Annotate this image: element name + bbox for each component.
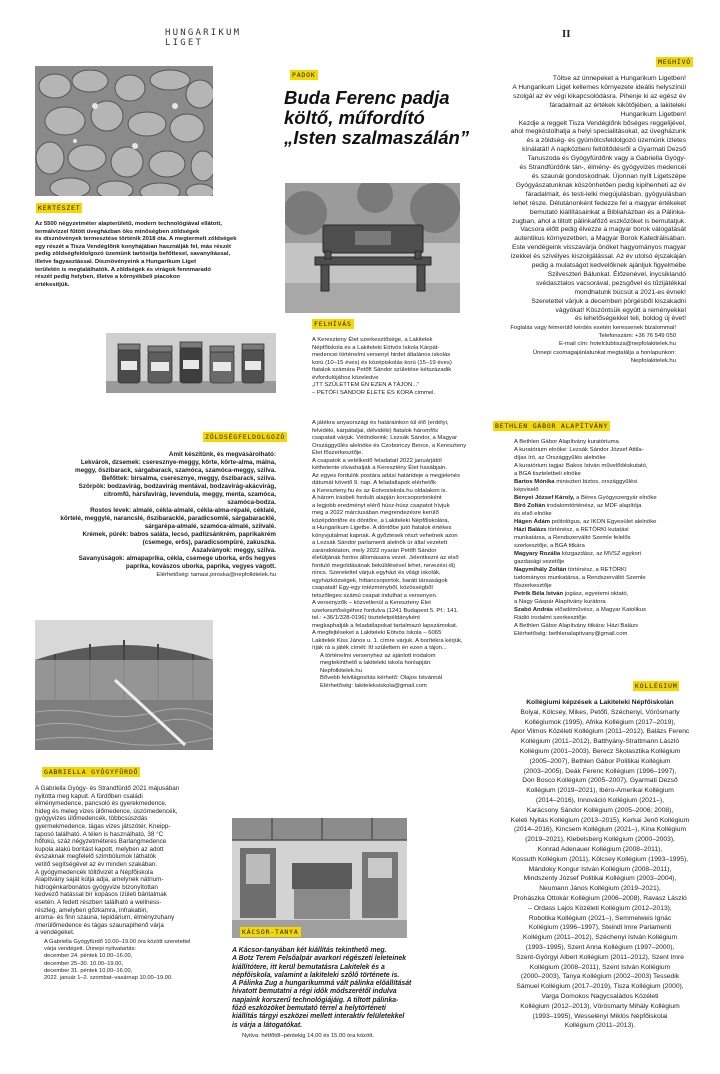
masthead-line2: LIGET	[165, 38, 204, 48]
masthead	[165, 28, 241, 48]
kacsor-hours: Nyitva: hétfőtől–péntekig 14.00 és 15.00 óra között.	[242, 1033, 375, 1039]
kollegium-section: Kollégiumi képzések a Lakiteleki Népfőiskolán Bolyai, Kölcsey, Mikes, Petőfi, Széchenyi, Vörösmarty Kollégiumok (1995), Afrika Kollégium (2017–2019), Apor Vilmos Közéleti Kollégium (2011–2012), Balázs Ferenc Kollégium (2011–2012), Batthyány-Strattmann László Kollégium (2001–2003), Berecz Skolasztika Kollégium (2005–2007), Bethlen Gábor Politikai Kollégium (2003–2005), Deák Ferenc Kollégium (1996–1997), Don Bosco Kollégium (2005–2007), Gyarmati Dezső Kollégium (2019–2021), Ibéro-Amerikai Kollégium (2014–2016), Innováció Kollégium (2021–), Karácsony Sándor Kollégium (2005–2006; 2008), Keleti Nyitás Kollégium (2013–2015), Kerkai Jenő Kollégium (2014–2016), Kincsem Kollégium (2021–), Kína Kollégium (2019–2021), Klebelsberg Kollégium (2000–2003), Konrad Adenauer Kollégium (2008–2011), Kossuth Kollégium (2011), Kölcsey Kollégium (1993–1995), Mándoky Kongur István Kollégium (2008–2011), Mindszenty József Politikai Kollégium (2003–2004), Neumann János Kollégium (2019–2021), Prohászka Ottokár Kollégium (2006–2008), Ravasz László – Ordass Lajos Közéleti Kollégium (2012–2013), Robotika Kollégium (2021–), Semmelweis Ignác Kollégium (1996–1997), Steindl Imre Parlamenti Kollégium (2011–2012), Széchenyi István Kollégium (1993–1995), Szent Anna Kollégium (1997–2000), Szent-Györgyi Albert Kollégium (2011–2012), Szent Imre Kollégium (2008–2011), Szent István Kollégium (2000–2003), Tanya Kollégium (2002–2003) Tessedik Sámuel Kollégium (2017–2019), Tisza Kollégium (2000), Varga Domokos Nagycsaládos Közéleti Kollégium (2012–2013), Vörösmarty Mihály Kollégium (1993–1995), Wesselényi Miklós Népfőiskolai Kollégium (2011–2013).	[490, 698, 710, 1031]
gyogyfurdo-hours: A Gabriella Gyógyfürdő 10.00–19.00 óra között szeretettel várja vendégeit. Ünnepi nyitvatartás: december 24. péntek 10.00–16.00, december 25–30. 10.00–19.00, december 31. péntek 10.00–16.00, 2022. január 1–2. szombat–vasárnap 10.00–19.00.	[44, 939, 191, 982]
zoldseg-contact: Elérhetőség: tamasi.piroska@nepfolkitelek.hu	[156, 572, 276, 578]
headline-line3: „Isten szalmaszálán”	[284, 127, 470, 148]
tag-kollegium: KOLLÉGIUM	[635, 682, 678, 690]
tag-kerteszet: KERTÉSZET	[38, 204, 81, 212]
vegetables-photo	[35, 66, 213, 196]
tag-zoldsegfeldolgozo: ZÖLDSÉGFELDOLGOZÓ	[205, 433, 286, 441]
page-number: II	[562, 28, 571, 40]
masthead-line1: HUNGARIKUM	[165, 28, 242, 38]
tag-gabriella-gyogyfurdo: GABRIELLA GYÓGYFÜRDŐ	[44, 768, 139, 776]
tag-padok: PADOK	[292, 71, 316, 79]
tag-meghivo: MEGHÍVÓ	[658, 58, 691, 66]
felhivas-text: A Kereszteny Élet szerkesztősége, a Lakitelek Népfőiskola és a Lakiteleki Eötvös Iskola Kárpát- medencei történelmi versenyt hirdet általános iskolás korú (10–15 éves) és középiskolás korú (15–19 éves) fiatalok számára Petőfi Sándor születése kétszázadik évfordulójához közeledve „ITT SZÜLETTEM ÉN EZEN A TÁJON...” – PETŐFI SÁNDOR ÉLETE ÉS KORA címmel.	[312, 337, 452, 396]
tag-felhivas: FELHÍVÁS	[314, 320, 352, 328]
headline-line1: Buda Ferenc padja	[284, 87, 450, 108]
kollegium-title: Kollégiumi képzések a Lakiteleki Népfőiskolán	[526, 699, 674, 706]
verseny-text: A játékra anyaországi és határainkon túl élő (erdélyi, felvidéki, kárpátaljai, délvidéki) fiatalok háromfős csapatait várjuk. Védnökeink: Lezsák Sándor, a Magyar Országgyűlés alelnöke és Czoboriczy Bence, a Kereszteny Élet főszerkesztője. A csapatok a vetélkedő feladatait 2022 januárjától kéthetente olvashatják a Keresztény Élet hasábjain. Az egyes fordulók postára adási határideje a megjelenés dátumát követő 9. nap. A feladatlapok elérhetők a Kereszteny.hu és az Eotvosiskola.hu oldalakon is. A három írásbeli forduló alapján korcsoportonként a legjobb eredményt elérő húsz-húsz csapatot hívjuk meg a 2022 márciusában megrendezésre kerülő középdöntőre és döntőre, a Lakiteleki Népfőiskolára, a Hungarikum Ligetbe. A döntőbe jutó fiatalok értékes könyvjutalmat kapnak. A győztesek részt vehetnek azon a Lezsák Sándor parlamenti alelnök úr által vezetett zarándoklaton, mely 2022 nyarán Petőfi Sándor életútjának fontos állomásaira vezet. Jelentkezni az első forduló megoldásának beküldésével lehet, nevezési díj nincs. Szeretettel várjuk egyházi és világi iskolák, egyházközségek, hittancsoportok, baráti társaságok csapatait! Egy-egy intézményből, közösségből tetszőleges számú csapat indulhat a versenyen. A versenyzők – közvetlenül a Kereszteny Élet szerkesztőségéhez fordulva (1241 Budapest 5. Pf.: 141. tel.: +36/1/328-0196) tiszteletpéldányként megkaphatják a feladatlapokat tartalmazó lapszámokat. A megfejtéseket a Lakiteleki Eötvös Iskola – 6065 Lakitelek Kiss János u. 1. címre várjuk. A borítékra kérjük, írják rá a játék címét: Itt születtem én ezen a tájon... A történelmi versenyhez az ajánlott irodalom megtekinthető a lakiteleki iskola honlapján: Nepfolkitelek.hu Bővebb felvilágosítás kérhető: Olajos Istvánnál Elérhetőség: lakiteleksiskola@gmail.com	[312, 420, 467, 689]
kacsor-tanya-photo	[232, 818, 407, 938]
tag-bethlen: BETHLEN GÁBOR ALAPÍTVÁNY	[495, 422, 609, 430]
headline-line2: költő, műfordító	[284, 107, 425, 128]
zoldseg-text: Amit készítünk, és megvásárolható: Lekvárok, dzsemek: cseresznye-meggy, körte, körte-alma, málna, meggy, őszibarack, sárgabarack, szamóca, szamóca-meggy, szilva. Befőttek: birsalma, cseresznye, meggy, őszibarack, szilva. Szörpök: bodzavirág, bodzavirág mentával, bodzavirág-akácvirág, citromfű, hársfavirág, levendula, meggy, menta, szamóca, szamóca-bodza. Rostos levek: almalé, cékla-almalé, cékla-alma-répalé, céklalé, körtelé, meggylé, narancslé, őszibaracklé, paradicsomlé, sárgabaracklé, sárgarépa-almalé, szamóca-almalé, szilvalé. Krémek, pürék: babos saláta, lecsó, padlizsánkrém, paprikakrém (csemege, erős), paradicsompüré, zakuszka. Aszalványok: meggy, szilva. Savanyúságok: almapaprika, cékla, csemege uborka, erős hegyes paprika, kovászos uborka, paprika, vegyes vágott. Elérhetőség: tamasi.piroska@nepfolkitelek.hu	[30, 451, 276, 579]
kacsor-text: A Kácsor-tanyában két kiállítás tekinthető meg. A Botz Terem Felsőalpár avarkori régészeti leleteinek kiállítótere, itt kerül bemutatásra Lakitelek és a népfőiskola, valamint a lakiteleki szőlő története is. A Pálinka Zug a hungarikummá vált pálinka előállítását hivatott bemutatni a régi idők módszerétől indulva napjaink korszerű technológiájáig. A tiltott pálinka- főző eszközöket bemutató térrel a helytörténeti kiállítás tárgyi eszközei mellett interaktív felületekkel is várja a látogatókat.	[232, 947, 412, 1029]
kerteszet-text: Az 5500 négyzetméter alapterületű, modern technológiával ellátott, termálvízzel fűtött üvegházban öko minőségben zöldségek és dísznövények termesztése történik 2018 óta. A megtermelt zöldségek egy részét a Tisza Vendéglőnk konyhájában használják fel, más részét pedig zöldségfeldolgozó üzemünk tartósítja befőttesel, savanyítással, illetve fagyasztással. Dísznövényeink a Hungarikum Liget területén is megtalálhatók. A zöldségek és virágok fennmaradó részét pedig helyben, illetve a környékbeli piacokon értékesítjük.	[35, 221, 237, 288]
bethlen-text: A Bethlen Gábor Alapítvány kuratóriuma A kuratórium elnöke: Lezsák Sándor József Attila- díjas író, az Országgyűlés alelnöke A kuratórium tagjai: Bakos István művelődéskutató, a BGA tiszteletbeli elnöke Bartos Mónika miniszteri biztos, országgyűlési képviselő Bényei József Károly, a Béres Gyógyszergyár elnöke Bíró Zoltán irodalomtörténész, az MDF alapítója és első elnöke Hágen Ádám politológus, az IKON Egyesület alelnöke Házi Balázs történész, a RETÖRKI kutatási munkatársa, a Rendszerváltó Szemle felelős szerkesztője, a BGA titkára Magyary Rozália közgazdász, az MVSZ egykori gazdasági vezetője Nagymihály Zoltán történész, a RETÖRKI tudományos munkatársa, a Rendszerváltó Szemle főszerkesztője Petrik Béla István jogász, egyetemi oktató, a Nagy Gáspár Alapítvány kurátora Szabó András előadóművész, a Magyar Katolikus Rádió irodalmi szerkesztője. A Bethlen Gábor Alapítvány titkára: Házi Balázs Elérhetőség: bethlenalapitvany@gmail.com	[514, 439, 657, 637]
meghivo-text: Töltse az ünnepeket a Hungarikum Ligetben! A Hungarikum Liget kellemes környezete ideális helyszínül szolgál az év végi kikapcsolódásra. Pihenje ki az egész év fáradalmait az értékek kikötőjében, a lakiteleki Hungarikum Ligetben! Kezdje a reggelt Tisza Vendéglőnk bőséges reggelijével, ahol megkóstolhatja a helyi specialitásokat, az üvegházunk és a zöldség- és gyümölcsfeldolgozó üzemünk ízletes kínálatát! A napközbeni feltöltődésről a Gyarmati Dezső Tanuszoda és Gyógyfürdőnk vagy a Gabriella Gyógy- és Strandfürdőnk tán-, élmény- és gyógyvizes medencéi és szaunái gondoskodnak. Újonnan nyílt Ligetszépe Gyógyászatunknak köszönhetően pedig kipihenheti az év fáradalmait, és testi-lelki megújulásban, gyógyulásban lehet része. Délutánonként fedezze fel a magyar értékeket bemutató kiállításainkat a Bibliaházban és a Pálinka- zugban, ahol a tiltott pálinkafőző eszközöket is bemutatjuk. Vacsora előtt pedig élvezze a magyar borok válogatását autentikus környezetben, a Magyar Borok Katedrálisában. Este vendégeink visszavárja önöket hagyományos magyar ízekkel és szívélyes kiszolgálással. Az év utolsó éjszakáján pedig a mulatságot kedvelőknek ajánljuk figyelmébe Szilveszteri Bálunkat. Élőzenével, inycsiklandó svédasztalos vacsorával, pezsgővel és tűzijátékkal mondhatunk búcsút a 2021-es évnek! Szeretettel várjuk a decemberi pörgésből kiszakadni vágyókat! Köszöntsük együtt a reményekkel és lehetőségekkel teli, boldog új évet!	[510, 75, 686, 323]
meghivo-contacts: Foglalás vagy felmerülő kérdés esetén keressenek bizalommal! Telefonszám: +36 76 549 050 E-mail cím: hotelclubtisza@nepfolakitelek.hu Ünnepi csomagajánlatunkat megtalálja a honlapunkon: Nepfolakitelek.hu	[510, 325, 676, 364]
headline	[284, 88, 480, 148]
bench-photo	[285, 183, 460, 313]
gyogyfurdo-text: A Gabriella Gyógy- és Strandfürdő 2021 májusában nyitotta meg kapuit. A fürdőben családi élménymedence, pancsoló és gyerekmedence, hideg és meleg vizes ülőmedence, úszómedencék, gyógyvizes ülőmedencék, többcsúszdás gyermekmedence, tágas vizes játszótér, Kneipp- taposó található. A télen is használható, 38 °C hőfokú, száz négyzetméteres Barlangmedence kupola alakú borítást kapott, melyben az adott évszaknak megfelelő szimbólumok láthatók vetítő segítségével az év minden szakában. A gyógymedencék töltővizét a Népfőiskola Alapítvány saját kútja adja, amelynek nátrium- hidrogénkarbonátos gyógyvize bizonyítottan kedvező hatással bír kopásos ízületi bántalmak esetén. A fedett részben található a wellness- részleg, amelyben gőzkamra, infrakabin, aroma- és finn szauna, tepidárium, élményzuhany /merülőmedence és tágas szaunapihenő várja a vendégeket.	[35, 785, 180, 937]
tag-kacsor-tanya: KÁCSOR-TANYA	[242, 928, 299, 936]
spa-photo	[35, 620, 213, 750]
preserves-jars-photo	[106, 333, 276, 393]
